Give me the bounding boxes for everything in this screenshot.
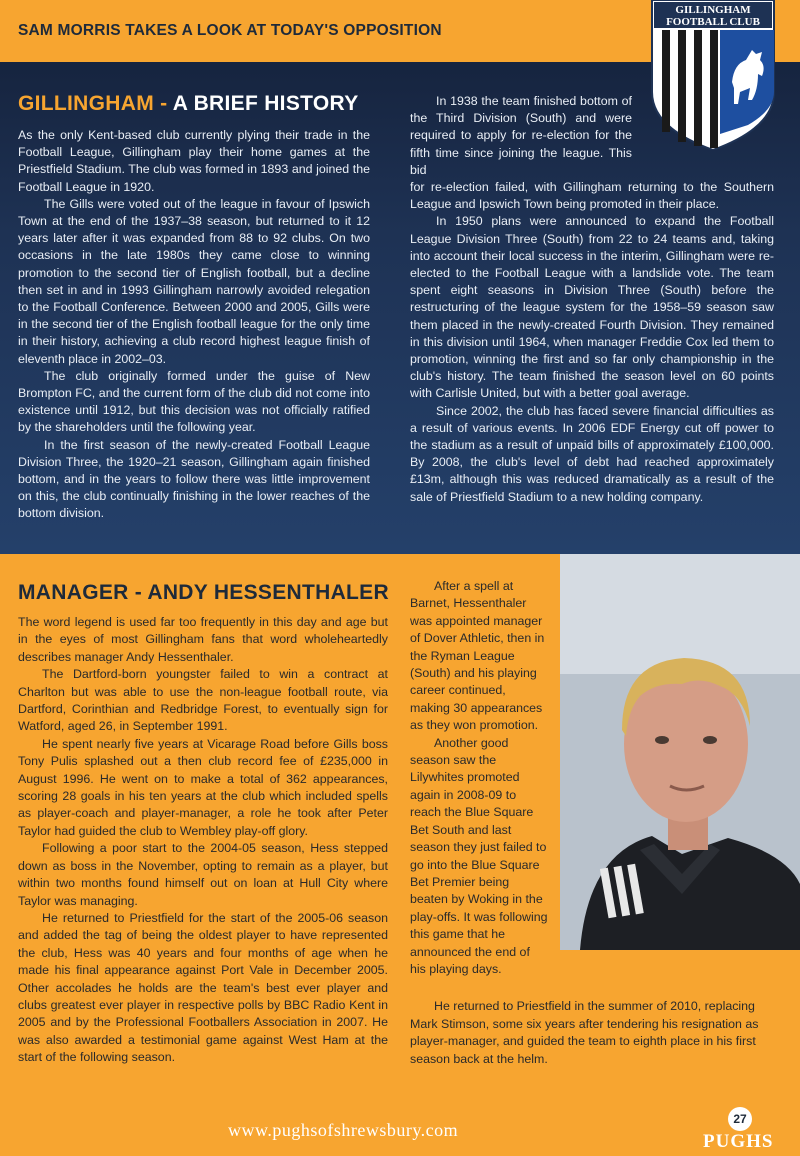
manager-paragraph: Another good season saw the Lilywhites promoted again in 2008-09 to reach the Blue Square Bet South and last season they just failed to go into the Blue Square Bet Premier being beaten by Woking in the play-offs. It was following this game that he announced the end of his playing days. — [410, 735, 548, 976]
sponsor-brand-logo: PUGHS — [703, 1131, 774, 1152]
history-paragraph: for re-election failed, with Gillingham returning to the Southern League and Ipswich Town being promoted in their place. — [410, 180, 774, 212]
manager-paragraph: The word legend is used far too frequently in this day and age but in the eyes of most Gillingham fans that word wholeheartedly describes manager Andy Hessenthaler. — [18, 615, 388, 664]
crest-line1: GILLINGHAM — [675, 4, 751, 16]
manager-left-column — [18, 614, 388, 1067]
manager-right-column — [410, 578, 548, 978]
history-right-column — [410, 93, 774, 506]
page-number: 27 — [728, 1107, 752, 1131]
manager-paragraph: He returned to Priestfield for the start of the 2005-06 season and added the tag of being the oldest player to have represented the club, Hess was 40 years and four months of age when he made his final appearance against Port Vale in December 2005. Other accolades he holds are the team's best ever player and clubs greatest ever player in respective polls by BBC Radio Kent in 2005 and by the Professional Footballers Association in 2007. He was also awarded a testimonial game against West Ham at the start of the following season. — [18, 910, 388, 1065]
history-paragraph: In 1938 the team finished bottom of the Third Division (South) and were required to apply for re-election for the fifth time since joining the league. This bid — [410, 94, 632, 177]
history-paragraph: Since 2002, the club has faced severe financial difficulties as a result of various events. In 2006 EDF Energy cut off power to the stadium as a result of unpaid bills of approximately £100,000. By 2008, the club's level of debt had reached approximately £13m, although this was reduced dramatically as a result of the sale of Priestfield Stadium to a new holding company. — [410, 403, 774, 504]
history-paragraph: In 1950 plans were announced to expand the Football League Division Three (South) from 22 to 24 teams and, taking into account their local success in the interim, Gillingham were re-elected to the Football League with a landslide vote. The team spent eight seasons in Division Three (South) before the restructuring of the league system for the 1958–59 season saw them placed in the newly-created Fourth Division. They remained in this division until 1964, when manager Freddie Cox led them to promotion, winning the first and so far only championship in the club's history. The team finished the season level on 60 points with Carlisle United, but with a better goal average. — [410, 214, 774, 401]
history-paragraph: The Gills were voted out of the league in favour of Ipswich Town at the end of the 1937–38 season, but returned to it 12 years later after it was expanded from 88 to 92 clubs. On two occasions in the late 1980s they came close to winning promotion to the second tier of English football, but a decline then set in and in 1993 Gillingham narrowly avoided relegation to the Football Conference. Between 2000 and 2005, Gills were in the second tier of the English football league for the only time in their history, achieving a club record highest league finish of eleventh place in 2002–03. — [18, 196, 370, 366]
history-paragraph: As the only Kent-based club currently plying their trade in the Football League, Gillingham play their home games at the Priestfield Stadium. The club was formed in 1893 and joined the Football League in 1920. — [18, 128, 370, 194]
sponsor-website-link[interactable]: www.pughsofshrewsbury.com — [228, 1120, 459, 1140]
history-paragraph: The club originally formed under the guise of New Brompton FC, and the current form of the club did not come into existence until 1912, but this decision was not officially ratified by the shareholders until the following year. — [18, 368, 370, 435]
history-title-text: A BRIEF HISTORY — [172, 92, 359, 115]
manager-paragraph: He returned to Priestfield in the summer of 2010, replacing Mark Stimson, some six years after tendering his resignation as player-manager, and guided the team to eighth place in his first season back at the helm. — [410, 999, 759, 1066]
history-title — [18, 92, 359, 116]
header-title: SAM MORRIS TAKES A LOOK AT TODAY'S OPPOSITION — [18, 22, 442, 39]
manager-paragraph: The Dartford-born youngster failed to win a contract at Charlton but was able to use the non-league football route, via Dartford, Corinthian and Redbridge Forest, to eventually sign for Watford, aged 26, in September 1991. — [18, 667, 388, 734]
manager-section — [0, 554, 800, 1104]
crest-line2: FOOTBALL CLUB — [666, 16, 760, 28]
manager-paragraph: Following a poor start to the 2004-05 season, Hess stepped down as boss in the November, opting to remain as a player, but within two months found himself out on loan at Hull City where Taylor was managing. — [18, 841, 388, 908]
manager-photo — [560, 554, 800, 950]
manager-paragraph: After a spell at Barnet, Hessenthaler was appointed manager of Dover Athletic, then in the Ryman League (South) and his playing career continued, making 30 appearances as they won promotion. — [410, 579, 545, 733]
history-paragraph: In the first season of the newly-created Football League Division Three, the 1920–21 season, Gillingham again finished bottom, and in the years to follow there was little improvement on this, the club continually finishing in the lower reaches of the bottom division. — [18, 437, 370, 521]
history-title-club: GILLINGHAM - — [18, 92, 173, 115]
footer-bar — [0, 1104, 800, 1156]
history-left-column — [18, 127, 370, 523]
manager-portrait-image — [560, 554, 800, 950]
manager-paragraph: He spent nearly five years at Vicarage Road before Gills boss Tony Pulis splashed out a then club record fee of £235,000 in August 1996. He went on to make a total of 362 appearances, scoring 28 goals in his ten years at the club which included spells as player-coach and player-manager, a role he took after Peter Taylor had guided the club to Wembley play-off glory. — [18, 736, 388, 838]
manager-title: MANAGER - ANDY HESSENTHALER — [18, 581, 389, 604]
club-crest-logo — [648, 0, 778, 150]
